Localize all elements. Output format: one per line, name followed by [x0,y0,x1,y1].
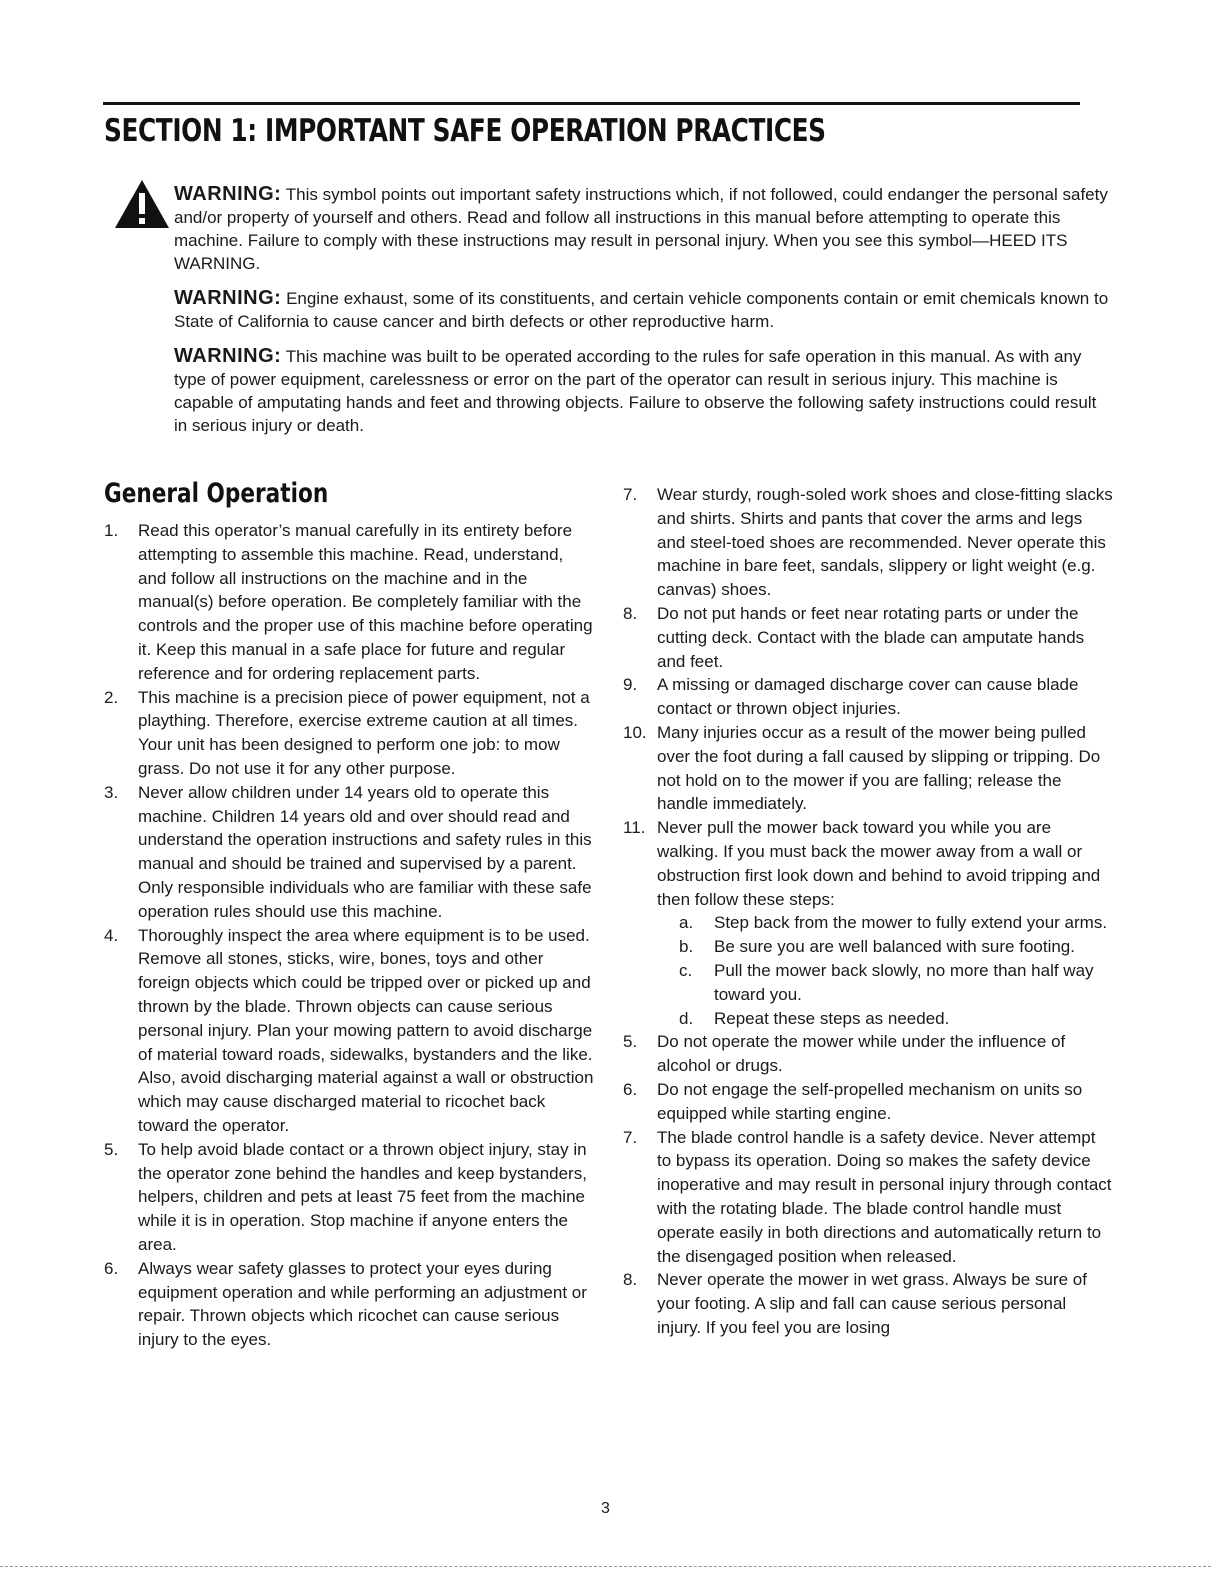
list-item [104,1257,594,1352]
right-column [623,483,1113,1340]
item-number: 11. [623,818,646,838]
right-rule-list [623,483,1113,1340]
sub-item-text: Pull the mower back slowly, no more than half way toward you. [714,960,1094,1004]
left-column [104,519,594,1352]
warning-label: WARNING: [174,287,282,309]
sub-item-text: Step back from the mower to fully extend your arms. [714,913,1108,933]
item-number: 2. [104,687,119,707]
item-number: 10. [623,722,647,742]
list-item [104,686,594,781]
left-rule-list [104,519,594,1352]
item-text: Read this operator’s manual carefully in its entirety before attempting to assemble this machine. Read, understand, and follow all instructions on the machine and in the manual(s) before operation. Be completely familiar with the controls and the proper use of this machine before operating it. Keep this manual in a safe place for future and regular reference and for ordering replacement parts. [138,521,593,683]
item-number: 7. [623,485,638,504]
item-number: 9. [623,675,638,695]
backing-steps-list [657,911,1113,1030]
warning-symbol-paragraph [174,183,1114,275]
item-text: Never pull the mower back toward you while you are walking. If you must back the mower away from a wall or obstruction first look down and behind to avoid tripping and then follow these steps: [657,818,1101,909]
item-text: Always wear safety glasses to protect your eyes during equipment operation and while performing an adjustment or repair. Thrown objects which ricochet can cause serious injury to the eyes. [138,1258,587,1350]
list-item [623,721,1113,816]
list-item [623,602,1113,673]
general-operation-heading: General Operation [104,478,329,509]
item-text: To help avoid blade contact or a thrown object injury, stay in the operator zone behind the handles and keep bystanders, helpers, children and pets at least 75 feet from the machine while it is in operation. Stop machine if anyone enters the area. [138,1139,587,1254]
item-number: 5. [104,1139,119,1159]
sub-item-text: Be sure you are well balanced with sure footing. [714,937,1075,957]
item-number: 8. [623,603,638,623]
item-number: 6. [104,1258,119,1278]
item-number: 3. [104,782,119,802]
warning-california-paragraph [174,287,1114,333]
list-item [623,483,1113,602]
list-item [104,519,594,686]
sub-list-item [657,935,1113,959]
warning-label: WARNING: [174,345,282,367]
item-text: Never allow children under 14 years old to operate this machine. Children 14 years old and over should read and understand the operation instructions and safety rules in this manual and should be trained and supervised by a parent. Only responsible individuals who are familiar with these safe operation rules should use this machine. [138,782,592,921]
item-number: 5. [623,1032,638,1052]
list-item [623,673,1113,721]
warning-text: This symbol points out important safety instructions which, if not followed, could endanger the personal safety and/or property of yourself and others. Read and follow all instructions in this manual before attempting to operate this machine. Failure to comply with these instructions may result in personal injury. When you see this symbol—HEED ITS WARNING. [174,185,1108,273]
item-number: 1. [104,521,119,540]
sub-item-text: Repeat these steps as needed. [714,1008,950,1028]
list-item [623,1268,1113,1339]
section-title: SECTION 1: IMPORTANT SAFE OPERATION PRACTICES [104,113,826,149]
warning-operation-paragraph [174,345,1114,437]
item-text: Wear sturdy, rough-soled work shoes and close-fitting slacks and shirts. Shirts and pants that cover the arms and legs and steel-toed shoes are recommended. Never operate this machine in bare feet, sandals, slippery or light weight (e.g. canvas) shoes. [657,485,1113,600]
sub-list-item [657,911,1113,935]
item-text: Do not engage the self-propelled mechanism on units so equipped while starting engine. [657,1079,1083,1123]
warning-block [174,183,1114,449]
top-rule [103,102,1080,105]
sub-item-letter: b. [679,937,694,957]
list-item [623,1078,1113,1126]
list-item [104,781,594,924]
item-number: 4. [104,925,119,945]
item-text: Thoroughly inspect the area where equipment is to be used. Remove all stones, sticks, wire, bones, toys and other foreign objects which could be tripped over or picked up and thrown by the blade. Thrown objects can cause serious personal injury. Plan your mowing pattern to avoid discharge of material toward roads, sidewalks, bystanders and the like. Also, avoid discharging material against a wall or obstruction which may cause discharged material to ricochet back toward the operator. [138,925,594,1135]
item-text: The blade control handle is a safety device. Never attempt to bypass its operation. Doing so makes the safety device inoperative and may result in personal injury through contact with the rotating blade. The blade control handle must operate easily in both directions and automatically return to the disengaged position when released. [657,1127,1112,1266]
bottom-scan-edge [0,1566,1211,1567]
sub-item-letter: d. [679,1008,694,1028]
item-number: 8. [623,1270,638,1290]
list-item [623,1030,1113,1078]
item-number: 6. [623,1079,638,1099]
list-item [623,816,1113,1030]
item-number: 7. [623,1127,638,1147]
warning-text: This machine was built to be operated according to the rules for safe operation in this manual. As with any type of power equipment, carelessness or error on the part of the operator can result in serious injury. This machine is capable of amputating hands and feet and throwing objects. Failure to observe the following safety instructions could result in serious injury or death. [174,347,1097,435]
list-item [104,924,594,1138]
sub-list-item [657,1007,1113,1031]
list-item [623,1126,1113,1269]
sub-item-letter: c. [679,960,693,980]
page-number: 3 [601,1500,610,1517]
item-text: This machine is a precision piece of power equipment, not a plaything. Therefore, exercise extreme caution at all times. Your unit has been designed to perform one job: to mow grass. Do not use it for any other purpose. [138,687,590,778]
item-text: Never operate the mower in wet grass. Always be sure of your footing. A slip and fall can cause serious personal injury. If you feel you are losing [657,1270,1087,1337]
warning-triangle-icon [113,178,171,230]
item-text: Many injuries occur as a result of the mower being pulled over the foot during a fall caused by slipping or tripping. Do not hold on to the mower if you are falling; release the handle immediately. [657,722,1101,814]
warning-text: Engine exhaust, some of its constituents, and certain vehicle components contain or emit chemicals known to State of California to cause cancer and birth defects or other reproductive harm. [174,289,1109,331]
warning-label: WARNING: [174,183,282,205]
item-text: Do not put hands or feet near rotating parts or under the cutting deck. Contact with the blade can amputate hands and feet. [657,603,1085,671]
sub-item-letter: a. [679,913,694,933]
item-text: Do not operate the mower while under the influence of alcohol or drugs. [657,1032,1066,1076]
item-text: A missing or damaged discharge cover can cause blade contact or thrown object injuries. [657,675,1079,719]
sub-list-item [657,959,1113,1007]
list-item [104,1138,594,1257]
